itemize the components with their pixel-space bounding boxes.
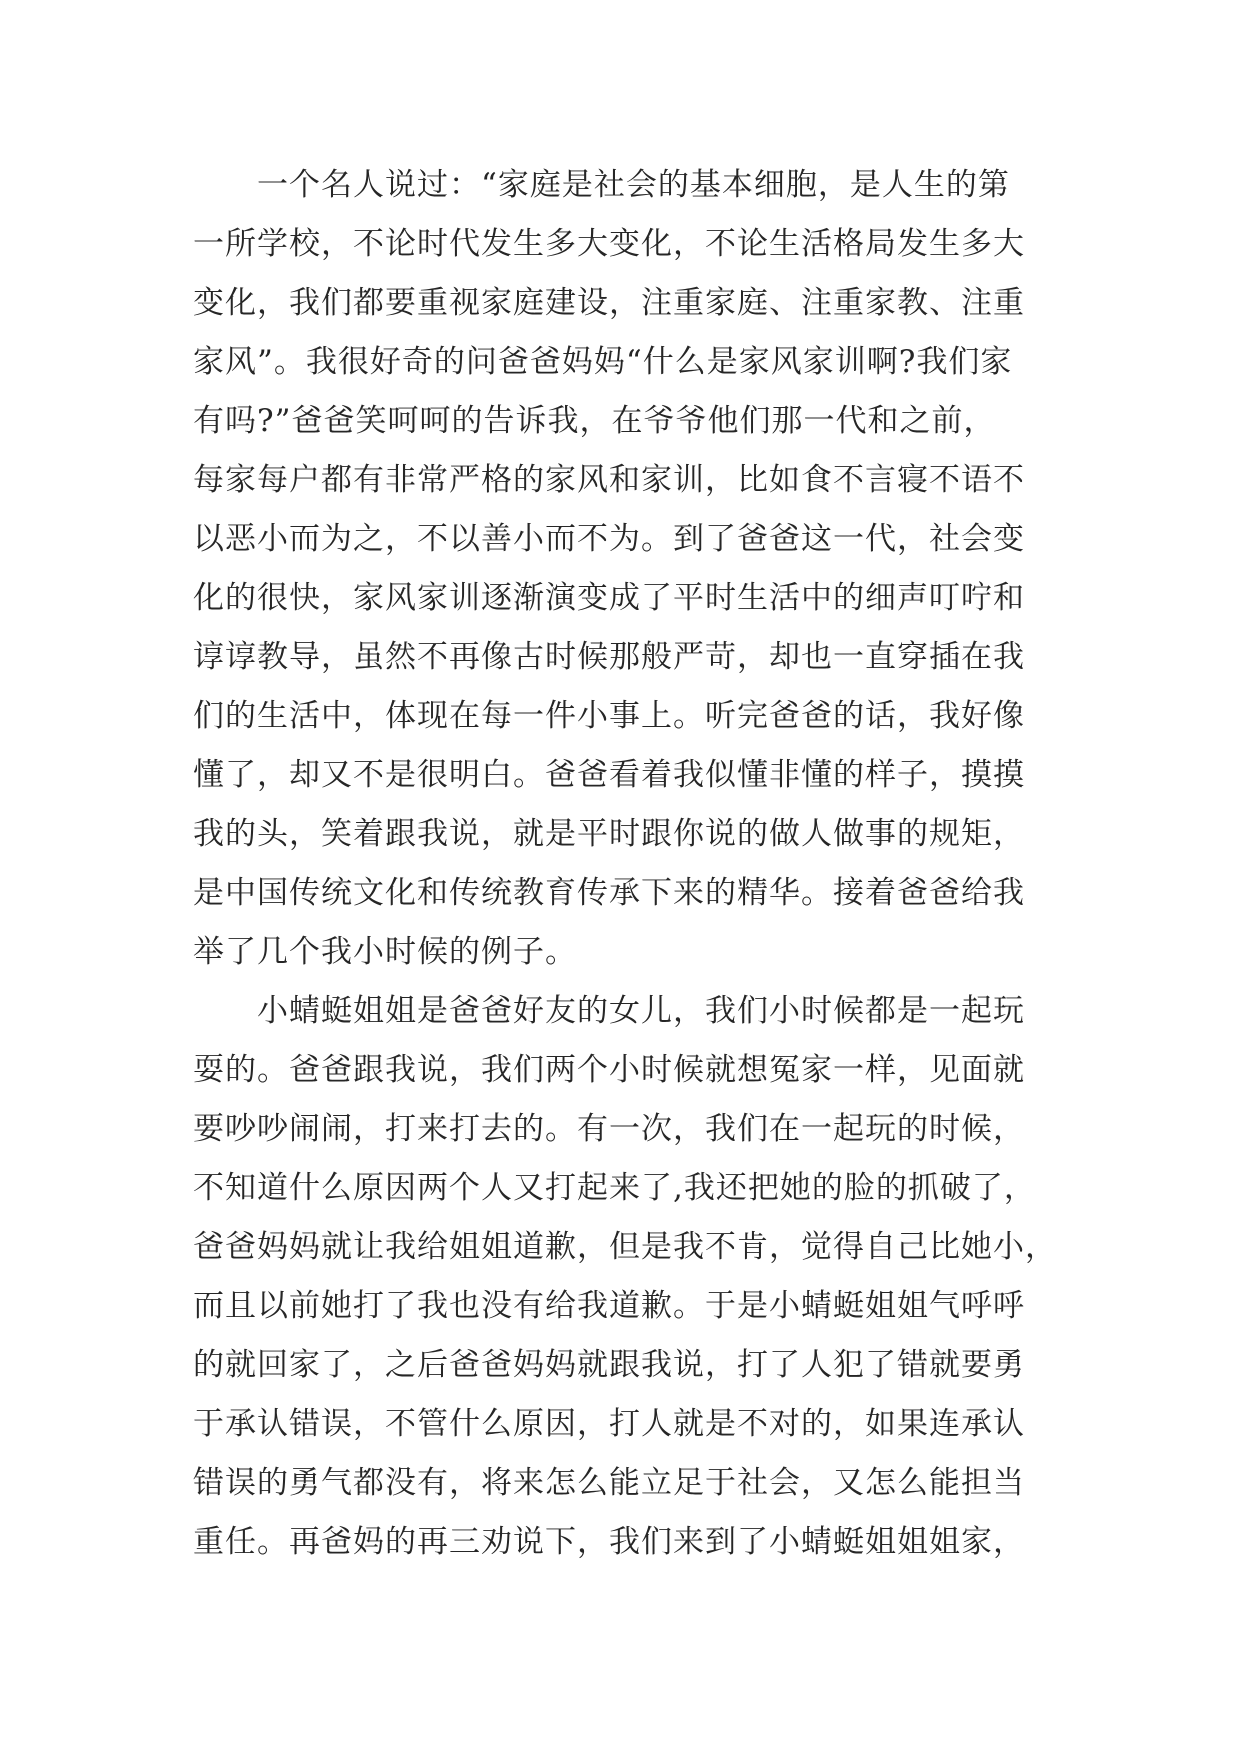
text-line: 我的头，笑着跟我说，就是平时跟你说的做人做事的规矩， <box>193 816 1025 852</box>
text-line: 有吗?”爸爸笑呵呵的告诉我，在爷爷他们那一代和之前， <box>193 403 996 439</box>
text-line: 一个名人说过：“家庭是社会的基本细胞，是人生的第 <box>257 167 1010 203</box>
text-line: 要吵吵闹闹，打来打去的。有一次，我们在一起玩的时候， <box>193 1111 1025 1147</box>
text-line: 不知道什么原因两个人又打起来了,我还把她的脸的抓破了， <box>193 1170 1036 1206</box>
text-line: 而且以前她打了我也没有给我道歉。于是小蜻蜓姐姐气呼呼 <box>193 1288 1025 1324</box>
text-line: 变化，我们都要重视家庭建设，注重家庭、注重家教、注重 <box>193 285 1025 321</box>
text-line: 是中国传统文化和传统教育传承下来的精华。接着爸爸给我 <box>193 875 1025 911</box>
text-line: 化的很快，家风家训逐渐演变成了平时生活中的细声叮咛和 <box>193 580 1025 616</box>
text-line: 爸爸妈妈就让我给姐姐道歉，但是我不肯，觉得自己比她小， <box>193 1229 1057 1265</box>
text-line: 重任。再爸妈的再三劝说下，我们来到了小蜻蜓姐姐姐家， <box>193 1524 1025 1560</box>
text-line: 小蜻蜓姐姐是爸爸好友的女儿，我们小时候都是一起玩 <box>257 993 1025 1029</box>
text-line: 错误的勇气都没有，将来怎么能立足于社会，又怎么能担当 <box>193 1465 1025 1501</box>
text-line: 举了几个我小时候的例子。 <box>193 934 577 970</box>
paragraph-1 <box>193 156 1063 982</box>
text-line: 于承认错误，不管什么原因，打人就是不对的，如果连承认 <box>193 1406 1025 1442</box>
text-line: 的就回家了，之后爸爸妈妈就跟我说，打了人犯了错就要勇 <box>193 1347 1025 1383</box>
text-line: 耍的。爸爸跟我说，我们两个小时候就想冤家一样，见面就 <box>193 1052 1025 1088</box>
text-line: 以恶小而为之，不以善小而不为。到了爸爸这一代，社会变 <box>193 521 1025 557</box>
text-line: 谆谆教导，虽然不再像古时候那般严苛，却也一直穿插在我 <box>193 639 1025 675</box>
text-line: 们的生活中，体现在每一件小事上。听完爸爸的话，我好像 <box>193 698 1025 734</box>
text-line: 懂了，却又不是很明白。爸爸看着我似懂非懂的样子，摸摸 <box>193 757 1025 793</box>
text-line: 一所学校，不论时代发生多大变化，不论生活格局发生多大 <box>193 226 1025 262</box>
text-line: 家风”。我很好奇的问爸爸妈妈“什么是家风家训啊?我们家 <box>193 344 1013 380</box>
paragraph-2 <box>193 982 1063 1572</box>
document-body <box>193 156 1063 1572</box>
text-line: 每家每户都有非常严格的家风和家训，比如食不言寝不语不 <box>193 462 1025 498</box>
